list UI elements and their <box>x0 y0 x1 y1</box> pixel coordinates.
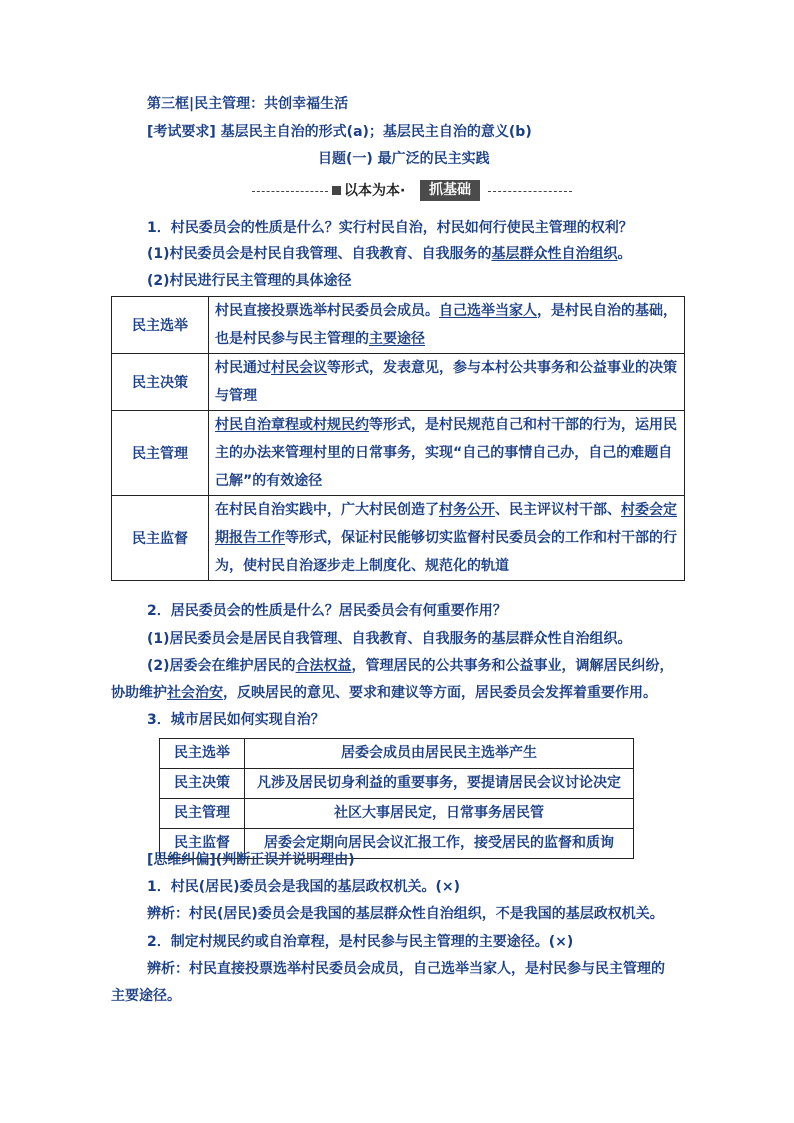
topic-heading: 目题(一) 最广泛的民主实践 <box>318 151 490 167</box>
underlined-keyword: 期报告工作 <box>215 530 285 546</box>
exam-requirements: [考试要求] 基层民主自治的形式(a)；基层民主自治的意义(b) <box>147 124 532 140</box>
cell-text: 主的办法来管理村里的日常事务，实现“自己的事情自己办，自己的难题自 <box>215 445 673 461</box>
row-value: 社区大事居民定，日常事务居民管 <box>245 799 634 829</box>
review-explanation-1: 辨析：村民(居民)委员会是我国的基层群众性自治组织，不是我国的基层政权机关。 <box>147 906 664 922</box>
row-key: 民主选举 <box>160 739 245 769</box>
row-value <box>209 496 685 581</box>
row-key: 民主管理 <box>112 411 209 496</box>
cell-text: 村民通过 <box>215 360 271 376</box>
row-value <box>209 297 685 354</box>
answer-text: (1)村民委员会是村民自我管理、自我教育、自我服务的 <box>147 246 492 262</box>
table-row <box>160 799 634 829</box>
table-row <box>112 354 685 411</box>
table-row <box>112 496 685 581</box>
cell-text: 、民主评议村干部、 <box>495 502 621 518</box>
banner-text: 以本为本· <box>344 183 406 199</box>
underlined-keyword: 村民会议 <box>271 360 327 376</box>
row-key: 民主选举 <box>112 297 209 354</box>
underlined-keyword: 自己选举当家人 <box>439 303 537 319</box>
row-key: 民主管理 <box>160 799 245 829</box>
row-value: 凡涉及居民切身利益的重要事务，要提请居民会议讨论决定 <box>245 769 634 799</box>
underlined-keyword: 合法权益 <box>295 658 352 674</box>
row-key: 民主决策 <box>160 769 245 799</box>
underlined-keyword: 村务公开 <box>439 502 495 518</box>
question-3: 3．城市居民如何实现自治？ <box>147 712 325 728</box>
review-explanation-2: 辨析：村民直接投票选举村民委员会成员，自己选举当家人，是村民参与民主管理的 <box>147 961 665 977</box>
underlined-keyword: 村民自治章程或村规民约 <box>215 417 369 433</box>
review-item-2: 2．制定村规民约或自治章程，是村民参与民主管理的主要途径。(×) <box>147 934 574 950</box>
underlined-keyword: 基层群众性自治组织 <box>491 246 618 262</box>
cell-text: 与管理 <box>215 388 257 404</box>
answer-2-3 <box>111 684 657 702</box>
underlined-keyword: 社会治安 <box>167 685 223 701</box>
answer-text: 。 <box>617 246 632 262</box>
answer-text: 协助维护 <box>111 685 167 701</box>
table-row <box>112 411 685 496</box>
row-key: 民主监督 <box>112 496 209 581</box>
cell-text: ，是村民自治的基础， <box>537 303 677 319</box>
row-value <box>209 354 685 411</box>
banner-divider-left <box>252 191 328 192</box>
cell-text: 等形式，是村民规范自己和村干部的行为，运用民 <box>369 417 677 433</box>
cell-text: 等形式，发表意见，参与本村公共事务和公益事业的决策 <box>327 360 677 376</box>
row-value: 居委会定期向居民会议汇报工作，接受居民的监督和质询 <box>245 829 634 859</box>
cell-text: 己解”的有效途径 <box>215 473 323 489</box>
review-explanation-2-cont: 主要途径。 <box>111 988 181 1004</box>
resident-self-governance-table <box>159 738 634 859</box>
banner-divider-right <box>488 191 572 192</box>
cell-text: 等形式，保证村民能够切实监督村民委员会的工作和村干部的行 <box>285 530 677 546</box>
row-value: 居委会成员由居民民主选举产生 <box>245 739 634 769</box>
question-1: 1．村民委员会的性质是什么？实行村民自治，村民如何行使民主管理的权利？ <box>147 220 633 236</box>
cell-text: 为，使村民自治逐步走上制度化、规范化的轨道 <box>215 558 509 574</box>
cell-text: 在村民自治实践中，广大村民创造了 <box>215 502 439 518</box>
banner-label-box: 抓基础 <box>420 180 480 201</box>
underlined-keyword: 村委会定 <box>621 502 677 518</box>
square-bullet-icon <box>332 186 341 195</box>
section-banner <box>252 180 572 202</box>
row-key: 民主监督 <box>160 829 245 859</box>
answer-1-1 <box>147 245 632 263</box>
answer-2-1: (1)居民委员会是居民自我管理、自我教育、自我服务的基层群众性自治组织。 <box>147 631 632 647</box>
answer-text: ，反映居民的意见、要求和建议等方面，居民委员会发挥着重要作用。 <box>223 685 657 701</box>
village-democracy-table <box>111 296 685 581</box>
table-row <box>112 297 685 354</box>
underlined-keyword: 主要途径 <box>369 331 425 347</box>
table-row <box>160 769 634 799</box>
row-value <box>209 411 685 496</box>
lesson-title: 第三框|民主管理：共创幸福生活 <box>147 96 349 112</box>
answer-2-2 <box>147 657 674 675</box>
table-row <box>160 739 634 769</box>
row-key: 民主决策 <box>112 354 209 411</box>
review-item-1: 1．村民(居民)委员会是我国的基层政权机关。(×) <box>147 879 461 895</box>
answer-text: (2)居委会在维护居民的 <box>147 658 296 674</box>
question-2: 2．居民委员会的性质是什么？居民委员会有何重要作用？ <box>147 603 507 619</box>
cell-text: 村民直接投票选举村民委员会成员。 <box>215 303 439 319</box>
answer-text: ，管理居民的公共事务和公益事业，调解居民纠纷， <box>351 658 674 674</box>
answer-1-2: (2)村民进行民主管理的具体途径 <box>147 273 352 289</box>
review-heading: [思维纠偏](判断正误并说明理由) <box>147 852 355 868</box>
cell-text: 也是村民参与民主管理的 <box>215 331 369 347</box>
